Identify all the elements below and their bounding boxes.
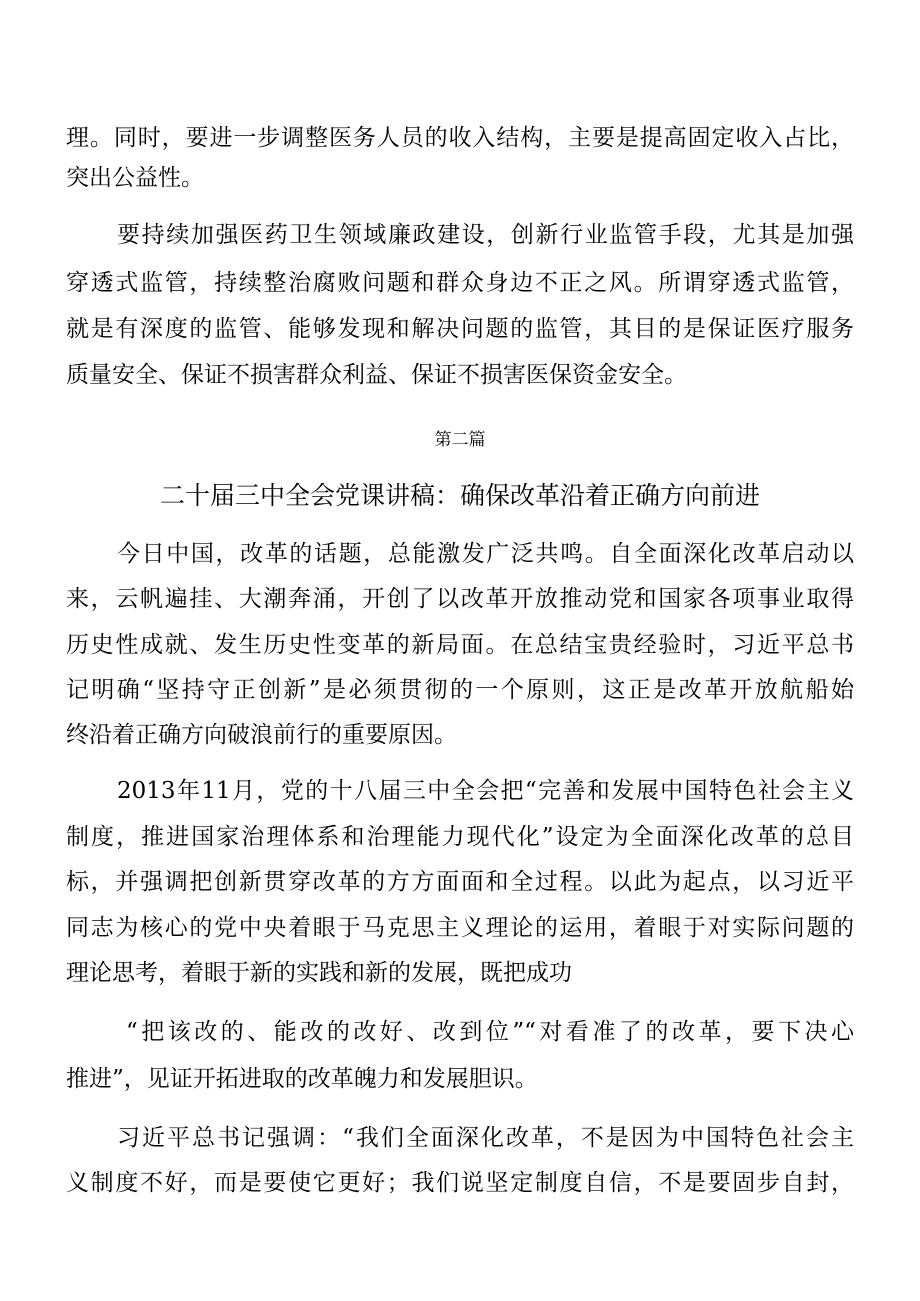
document-title: 二十届三中全会党课讲稿：确保改革沿着正确方向前进 [159, 481, 760, 510]
paragraph-line: 穿透式监管，持续整治腐败问题和群众身边不正之风。所谓穿透式监管， [66, 270, 854, 296]
paragraph-line: 今日中国，改革的话题，总能激发广泛共鸣。自全面深化改革启动以 [117, 541, 854, 567]
paragraph-line: 习近平总书记强调：“我们全面深化改革，不是因为中国特色社会主 [117, 1125, 854, 1151]
paragraph-line: 2013年11月，党的十八届三中全会把“完善和发展中国特色社会主义 [117, 778, 854, 804]
paragraph-line: 来，云帆遍挂、大潮奔涌，开创了以改革开放推动党和国家各项事业取得 [66, 586, 854, 612]
paragraph-line: 标，并强调把创新贯穿改革的方方面面和全过程。以此为起点，以习近平 [66, 869, 854, 895]
section-label: 第二篇 [434, 430, 486, 450]
paragraph-line: 记明确“坚持守正创新”是必须贯彻的一个原则，这正是改革开放航船始 [66, 677, 854, 703]
paragraph-line: 义制度不好，而是要使它更好；我们说坚定制度自信，不是要固步自封， [66, 1170, 854, 1196]
paragraph-line: 制度，推进国家治理体系和治理能力现代化”设定为全面深化改革的总目 [66, 824, 854, 850]
paragraph-line: 同志为核心的党中央着眼于马克思主义理论的运用，着眼于对实际问题的 [66, 915, 854, 941]
paragraph-line: 终沿着正确方向破浪前行的重要原因。 [66, 722, 457, 748]
paragraph-line: “把该改的、能改的改好、改到位”“对看准了的改革，要下决心 [126, 1019, 854, 1045]
paragraph-line: 就是有深度的监管、能够发现和解决问题的监管，其目的是保证医疗服务 [66, 316, 854, 342]
paragraph-line: 理论思考，着眼于新的实践和新的发展，既把成功 [66, 960, 572, 986]
paragraph-line: 质量安全、保证不损害群众利益、保证不损害医保资金安全。 [66, 362, 687, 388]
paragraph-line: 要持续加强医药卫生领域廉政建设，创新行业监管手段，尤其是加强 [117, 222, 854, 248]
paragraph-line: 理。同时，要进一步调整医务人员的收入结构，主要是提高固定收入占比， [66, 125, 854, 151]
paragraph-line: 历史性成就、发生历史性变革的新局面。在总结宝贵经验时，习近平总书 [66, 632, 854, 658]
paragraph-line: 突出公益性。 [66, 165, 204, 191]
paragraph-line: 推进”，见证开拓进取的改革魄力和发展胆识。 [66, 1066, 538, 1092]
